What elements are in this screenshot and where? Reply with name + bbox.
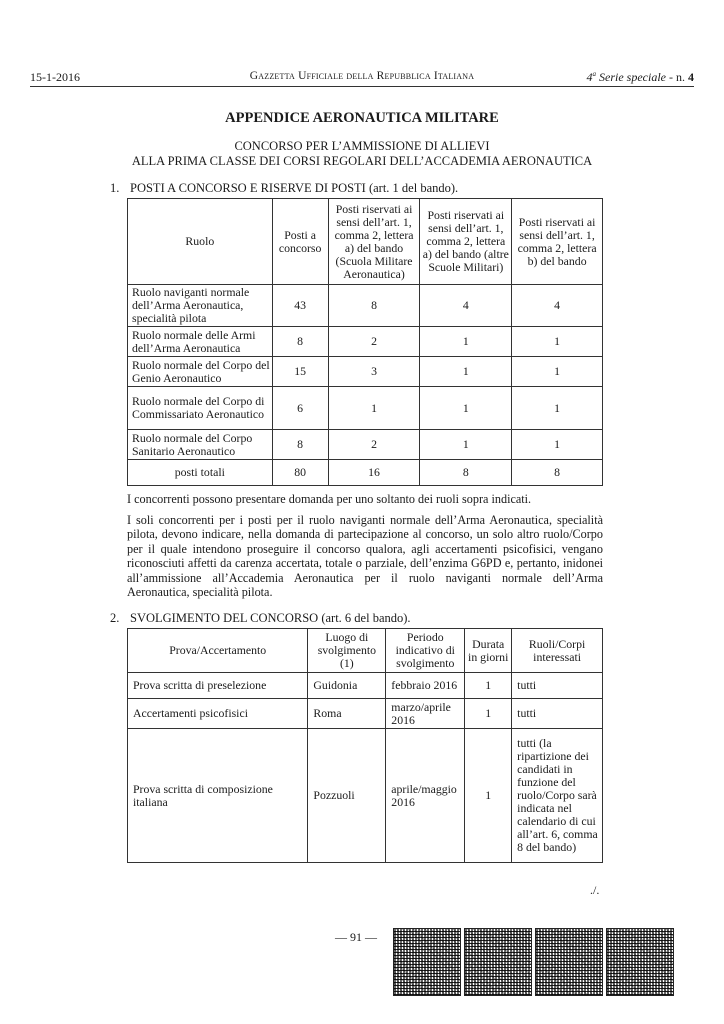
table-row <box>128 387 603 430</box>
cell-prova: Prova scritta di composizione italiana <box>128 729 308 863</box>
cell-luogo: Pozzuoli <box>308 729 386 863</box>
cell-durata: 1 <box>465 673 512 699</box>
serie-prefix: 4 <box>586 70 593 84</box>
cell-value: 1 <box>420 430 512 460</box>
cell-value: 8 <box>272 430 328 460</box>
svolgimento-table <box>127 628 603 863</box>
totals-value: 8 <box>420 460 512 486</box>
page-title: APPENDICE AERONAUTICA MILITARE <box>225 110 499 126</box>
table-row <box>128 699 603 729</box>
totals-row <box>128 460 603 486</box>
section-2-number: 2. <box>110 611 120 625</box>
table-row <box>128 673 603 699</box>
cell-value: 4 <box>420 285 512 327</box>
cell-value: 1 <box>512 387 603 430</box>
totals-value: 16 <box>328 460 420 486</box>
cell-ruoli: tutti <box>512 699 603 729</box>
cell-ruolo: Ruolo normale del Corpo del Genio Aeronautico <box>128 357 273 387</box>
page-number: — 91 — <box>335 930 377 944</box>
table-row <box>128 285 603 327</box>
section-2-heading <box>110 611 411 626</box>
col-header: Periodo indicativo di svolgimento <box>386 629 465 673</box>
section-2-title: SVOLGIMENTO DEL CONCORSO (art. 6 del bando). <box>130 611 411 625</box>
posti-table <box>127 198 603 486</box>
cell-value: 1 <box>512 327 603 357</box>
cell-ruoli: tutti (la ripartizione dei candidati in funzione del ruolo/Corpo sarà indicata nel calendario di cui all’art. 6, comma 8 del bando) <box>512 729 603 863</box>
cell-value: 6 <box>272 387 328 430</box>
cell-value: 1 <box>328 387 420 430</box>
cell-value: 15 <box>272 357 328 387</box>
subtitle-line-2: ALLA PRIMA CLASSE DEI CORSI REGOLARI DELL’ACCADEMIA AERONAUTICA <box>131 154 593 168</box>
barcode-image <box>606 928 674 996</box>
totals-value: 8 <box>512 460 603 486</box>
totals-value: 80 <box>272 460 328 486</box>
barcode-image <box>535 928 603 996</box>
header-date: 15-1-2016 <box>30 70 80 84</box>
cell-prova: Accertamenti psicofisici <box>128 699 308 729</box>
cell-luogo: Roma <box>308 699 386 729</box>
cell-durata: 1 <box>465 729 512 863</box>
cell-value: 1 <box>420 357 512 387</box>
barcode-image <box>393 928 461 996</box>
cell-ruolo: Ruolo naviganti normale dell’Arma Aeronautica, specialità pilota <box>128 285 273 327</box>
section-1-number: 1. <box>110 181 120 195</box>
col-header: Ruolo <box>128 199 273 285</box>
col-header: Luogo di svolgimento (1) <box>308 629 386 673</box>
cell-value: 4 <box>512 285 603 327</box>
cell-value: 1 <box>512 430 603 460</box>
cell-value: 1 <box>420 327 512 357</box>
table-row <box>128 430 603 460</box>
paragraph-1: I concorrenti possono presentare domanda per uno soltanto dei ruoli sopra indicati. <box>127 492 532 506</box>
cell-prova: Prova scritta di preselezione <box>128 673 308 699</box>
cell-value: 43 <box>272 285 328 327</box>
cell-value: 1 <box>420 387 512 430</box>
cell-value: 8 <box>328 285 420 327</box>
col-header: Durata in giorni <box>465 629 512 673</box>
serie-number: 4 <box>688 70 694 84</box>
serie-label: Serie speciale <box>599 70 666 84</box>
col-header: Posti a concorso <box>272 199 328 285</box>
cell-value: 1 <box>512 357 603 387</box>
col-header: Posti riservati ai sensi dell’art. 1, comma 2, lettera a) del bando (Scuola Militare Aeronautica) <box>328 199 420 285</box>
header-rule <box>30 86 694 87</box>
totals-label: posti totali <box>128 460 273 486</box>
cell-ruolo: Ruolo normale del Corpo Sanitario Aeronautico <box>128 430 273 460</box>
cell-ruolo: Ruolo normale del Corpo di Commissariato Aeronautico <box>128 387 273 430</box>
section-1-title: POSTI A CONCORSO E RISERVE DI POSTI (art. 1 del bando). <box>130 181 459 195</box>
cell-value: 3 <box>328 357 420 387</box>
posti-table-header <box>128 199 603 285</box>
col-header: Ruoli/Corpi interessati <box>512 629 603 673</box>
col-header: Posti riservati ai sensi dell’art. 1, comma 2, lettera a) del bando (altre Scuole Militari) <box>420 199 512 285</box>
header-serie <box>587 70 694 85</box>
cell-value: 2 <box>328 430 420 460</box>
paragraph-2: I soli concorrenti per i posti per il ruolo naviganti normale dell’Arma Aeronautica, specialità pilota, devono indicare, nella domanda di partecipazione al concorso, un solo altro ruolo/Corpo per il quale intendono proseguire il concorso qualora, agli accertamenti psicofisici, vengano riconosciuti affetti da carenza accertata, totale o parziale, dell’enzima G6PD e, pertanto, inidonei all’ammissione all’Accademia Aeronautica per il ruolo naviganti normale dell’Arma Aeronautica, specialità pilota. <box>127 513 603 600</box>
cell-value: 8 <box>272 327 328 357</box>
cell-value: 2 <box>328 327 420 357</box>
continuation-mark: ./. <box>590 883 600 897</box>
serie-number-prefix: - n. <box>669 70 685 84</box>
barcode-image <box>464 928 532 996</box>
cell-durata: 1 <box>465 699 512 729</box>
col-header: Posti riservati ai sensi dell’art. 1, comma 2, lettera b) del bando <box>512 199 603 285</box>
svolgimento-table-header <box>128 629 603 673</box>
cell-periodo: febbraio 2016 <box>386 673 465 699</box>
cell-periodo: aprile/maggio 2016 <box>386 729 465 863</box>
cell-ruoli: tutti <box>512 673 603 699</box>
table-row <box>128 327 603 357</box>
subtitle-line-1: CONCORSO PER L’AMMISSIONE DI ALLIEVI <box>234 139 490 153</box>
serie-sup: a <box>592 70 597 78</box>
cell-periodo: marzo/aprile 2016 <box>386 699 465 729</box>
cell-luogo: Guidonia <box>308 673 386 699</box>
cell-ruolo: Ruolo normale delle Armi dell’Arma Aeronautica <box>128 327 273 357</box>
col-header: Prova/Accertamento <box>128 629 308 673</box>
header-publication: Gazzetta Ufficiale della Repubblica Italiana <box>249 70 475 82</box>
table-row <box>128 357 603 387</box>
section-1-heading <box>110 181 458 196</box>
table-row <box>128 729 603 863</box>
